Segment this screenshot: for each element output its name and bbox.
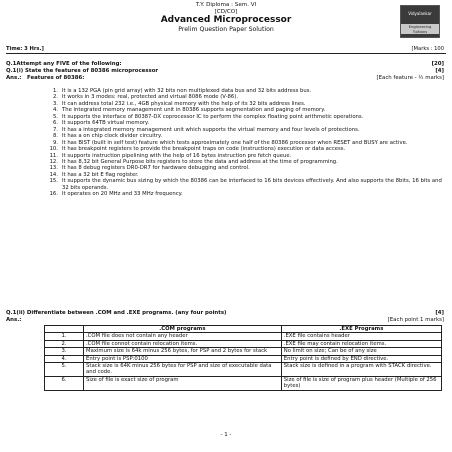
table-row <box>45 333 442 340</box>
row-number: 3. <box>45 348 84 355</box>
q1ii-marks: [4] <box>435 310 444 316</box>
table-row <box>45 376 442 390</box>
q1-heading-marks: [20] <box>431 61 444 67</box>
feature-item: 14. It has a 32 bit E flag register. <box>49 171 139 178</box>
ans2-label: Ans.: <box>6 317 22 323</box>
table-row <box>45 348 442 355</box>
feature-item: 3. It can address total 232 i.e., 4GB physical memory with the help of its 32 bits address lines. <box>52 100 306 107</box>
com-vs-exe-table <box>44 325 442 391</box>
table-header-cell: .EXE Programs <box>281 326 441 333</box>
paper-subtitle: Prelim Question Paper Solution <box>178 26 274 33</box>
exe-cell: .EXE file contains header <box>281 333 441 340</box>
exe-cell: Size of file is size of program plus header (Multiple of 256 bytes) <box>281 376 441 390</box>
table-row <box>45 340 442 347</box>
row-number: 2. <box>45 340 84 347</box>
ans-marks-note: [Each feature - ½ marks] <box>376 75 444 81</box>
feature-item: 13. It has 8 debug registers DR0-DR7 for hardware debugging and control. <box>49 165 250 172</box>
com-cell: Maximum size is 64k minus 256 bytes, for PSP and 2 bytes for stack <box>84 348 282 355</box>
row-number: 1. <box>45 333 84 340</box>
marks-label: [Marks : 100 <box>411 46 444 52</box>
com-cell: .COM file does not contain any header <box>84 333 282 340</box>
feature-item: 1. It is a 132 PGA (pin grid array) with 32 bits non multiplexed data bus and 32 bits address bus. <box>52 88 312 94</box>
table-header-row <box>45 326 442 333</box>
ans-title: Features of 80386: <box>27 75 85 81</box>
row-number: 5. <box>45 363 84 377</box>
feature-item: 12. It has 8,32 bit General Purpose bits registers to store the data and address at the time of programming. <box>49 158 338 165</box>
page-number: - 1 - <box>220 432 232 438</box>
com-cell: Entry point is PSP:0100 <box>84 355 282 362</box>
feature-item: 9. It has BIST (built in self test) feature which tests approximately one half of the 80386 processor when RESET and BUSY are active. <box>52 139 408 146</box>
feature-item: 16. It operates on 20 MHz and 33 MHz frequency. <box>49 191 183 198</box>
header-divider <box>6 53 446 54</box>
branch-line: [CD/CO] <box>214 9 238 15</box>
feature-item: 2. It works in 3 modes: real, protected and virtual 8086 mode (V-86). <box>52 94 239 101</box>
exe-cell: No limit on size; Can be of any size <box>281 348 441 355</box>
feature-item: 6. It supports 64TB virtual memory. <box>52 120 150 127</box>
q1-heading: Q.1Attempt any FIVE of the following: <box>6 61 122 67</box>
logo-tagline: Engineering Tuitions <box>401 24 439 34</box>
table-header-cell: .COM programs <box>84 326 282 333</box>
feature-item: 7. It has a integrated memory management unit which supports the virtual memory and four levels of protections. <box>52 126 360 133</box>
institute-logo <box>400 5 440 38</box>
feature-item: 4. The integrated memory management unit in 80386 supports segmentation and paging of memory. <box>52 107 326 114</box>
q1i-marks: [4] <box>435 68 444 74</box>
exe-cell: Stack size is defined in a program with STACK directive. <box>281 363 441 377</box>
feature-item: 5. It supports the interface of 80387-DX coprocessor IC to perform the complex floating point arithmetic operations. <box>52 113 364 120</box>
table-header-cell <box>45 326 84 333</box>
q1i-question: Q.1(i) State the features of 80386 microprocessor <box>6 68 159 74</box>
exe-cell: Entry point is defined by END directive. <box>281 355 441 362</box>
time-label: Time: 3 Hrs.] <box>6 46 44 52</box>
table-row <box>45 363 442 377</box>
course-line: T.Y. Diploma : Sem. VI <box>195 2 257 8</box>
com-cell: Size of file is exact size of program <box>84 376 282 390</box>
com-cell: Stack size is 64K minus 256 bytes for PSP and size of executable data and code. <box>84 363 282 377</box>
row-number: 4. <box>45 355 84 362</box>
features-list <box>6 88 444 198</box>
exe-cell: .EXE file may contain relocation items. <box>281 340 441 347</box>
row-number: 6. <box>45 376 84 390</box>
paper-title: Advanced Microprocessor <box>160 15 292 25</box>
table-row <box>45 355 442 362</box>
feature-item: 8. It has a on chip clock divider circuitry. <box>52 133 163 140</box>
feature-item: 11. It supports instruction pipelining with the help of 16 bytes instruction pre fetch queue. <box>49 152 292 159</box>
feature-item: 15. It supports the dynamic bus sizing by which the 80386 can be interfaced to 16 bits devices effectively. And also supports the 8bits, 16 bits and 32 bits operands. <box>49 178 442 191</box>
com-cell: .COM file connot contain relocation items. <box>84 340 282 347</box>
q1ii-question: Q.1(ii) Differentiate between .COM and .EXE programs. (any four points) <box>6 310 227 316</box>
ans2-marks-note: [Each point 1 marks] <box>387 317 444 323</box>
feature-item: 10. It has breakpoint registers to provide the breakpoint traps on code (instructions) execution or data access. <box>49 146 346 153</box>
ans-label: Ans.: <box>6 75 22 81</box>
logo-name: Vidyalankar <box>408 11 432 16</box>
